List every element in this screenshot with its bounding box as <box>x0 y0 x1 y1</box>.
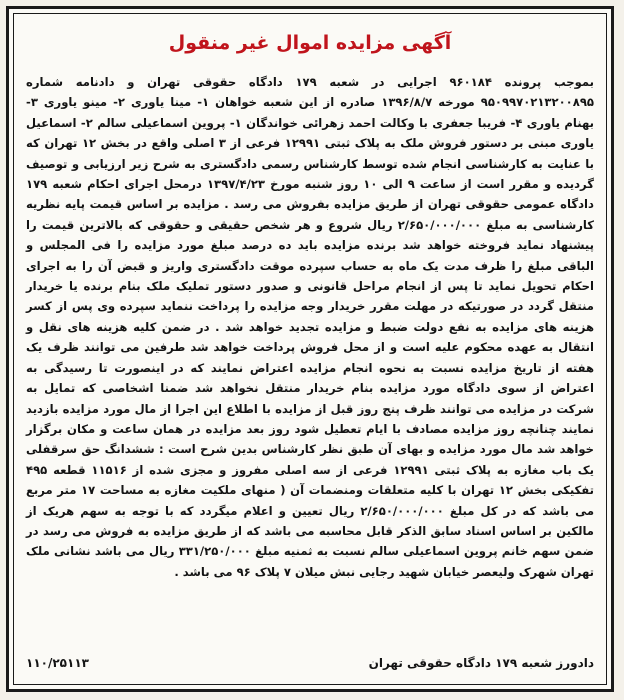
notice-body <box>26 72 594 582</box>
notice-paragraph: بموجب پرونده ۹۶۰۱۸۴ اجرایی در شعبه ۱۷۹ دادگاه حقوقی تهران و دادنامه شماره ۹۵۰۹۹۷۰۲۱۳۲۰۰۸۹۵ مورخه ۱۳۹۶/۸/۷ صادره از این شعبه خواهان ۱- مینا یاوری ۲- مینو یاوری ۳- بهنام یاوری ۴- فریبا جعفری با وکالت احمد زهرائی خواندگان ۱- پروین اسماعیلی سالم ۲- اسماعیل یاوری مبنی بر دستور فروش ملک به پلاک ثبتی ۱۲۹۹۱ فرعی از ۳ اصلی واقع در بخش ۱۲ تهران که با عنایت به کارشناسی انجام شده توسط کارشناس رسمی دادگستری به شرح زیر ارزیابی و توصیف گردیده و مقرر است از ساعت ۹ الی ۱۰ روز شنبه مورخ ۱۳۹۷/۴/۲۳ درمحل اجرای احکام شعبه ۱۷۹ دادگاه عمومی حقوقی تهران از طریق مزایده بفروش می رسد . مزایده بر اساس قیمت پایه نظریه کارشناسی به مبلغ ۲/۶۵۰/۰۰۰/۰۰۰ ریال شروع و هر شخص حقیقی و حقوقی که بالاترین قیمت را پیشنهاد نماید فروخته خواهد شد برنده مزایده باید ده درصد مبلغ مورد مزایده را فی المجلس و الباقی مبلغ را ظرف مدت یک ماه به حساب سپرده موقت دادگستری واریز و قبض آن را به اجرای احکام تحویل نماید تا پس از انجام مراحل قانونی و صدور دستور تملیک ملک بنام برنده یا خریدار منتقل گردد در صورتیکه در مهلت مقرر خریدار وجه مزایده را پرداخت ننماید سپرده وی پس از کسر هزینه های مزایده به نفع دولت ضبط و مزایده تجدید خواهد شد . در ضمن کلیه هزینه های نقل و انتقال به عهده محکوم علیه است و از محل فروش پرداخت خواهد شد طرفین می توانند ظرف یک هفته از تاریخ مزایده نسبت به نحوه انجام مزایده اعتراض نمایند که در اینصورت تا رسیدگی به اعتراض از سوی دادگاه مورد مزایده بنام خریدار منتقل نخواهد شد ضمنا اشخاصی که تمایل به شرکت در مزایده می توانند ظرف پنج روز قبل از مزایده با اطلاع این اجرا از مال مورد مزایده بازدید نمایند چنانچه روز مزایده مصادف با ایام تعطیل شود روز بعد مزایده در همان ساعت و مکان برگزار خواهد شد مال مورد مزایده و بهای آن طبق نظر کارشناس بدین شرح است : ششدانگ حق سرقفلی یک باب مغازه به پلاک ثبتی ۱۲۹۹۱ فرعی از سه اصلی مفروز و مجزی شده از ۱۱۵۱۶ قطعه ۴۹۵ تفکیکی بخش ۱۲ تهران با کلیه متعلقات ومنضمات آن ( منهای ملکیت مغازه به مساحت ۱۷ متر مربع می باشد که در کل مبلغ ۲/۶۵۰/۰۰۰/۰۰۰ ریال تعیین و اعلام میگردد که با توجه به سهم هریک از مالکین بر اساس اسناد سابق الذکر قابل محاسبه می باشد که از طریق مزایده به فروش می رسد در ضمن سهم خانم پروین اسماعیلی سالم نسبت به ثمنیه مبلغ ۳۳۱/۲۵۰/۰۰۰ ریال می باشد نشانی ملک تهران شهرک ولیعصر خیابان شهید رجایی نبش میلان ۷ پلاک ۹۶ می باشد . <box>26 75 595 579</box>
notice-footer <box>26 656 594 678</box>
notice-signer: دادورز شعبه ۱۷۹ دادگاه حقوقی تهران <box>368 656 594 670</box>
notice-inner-frame <box>13 13 607 685</box>
notice-title: آگهی مزایده اموال غیر منقول <box>168 32 452 54</box>
notice-reference-number: ۱۱۰/۲۵۱۱۳ <box>26 656 89 670</box>
auction-notice <box>6 6 614 692</box>
